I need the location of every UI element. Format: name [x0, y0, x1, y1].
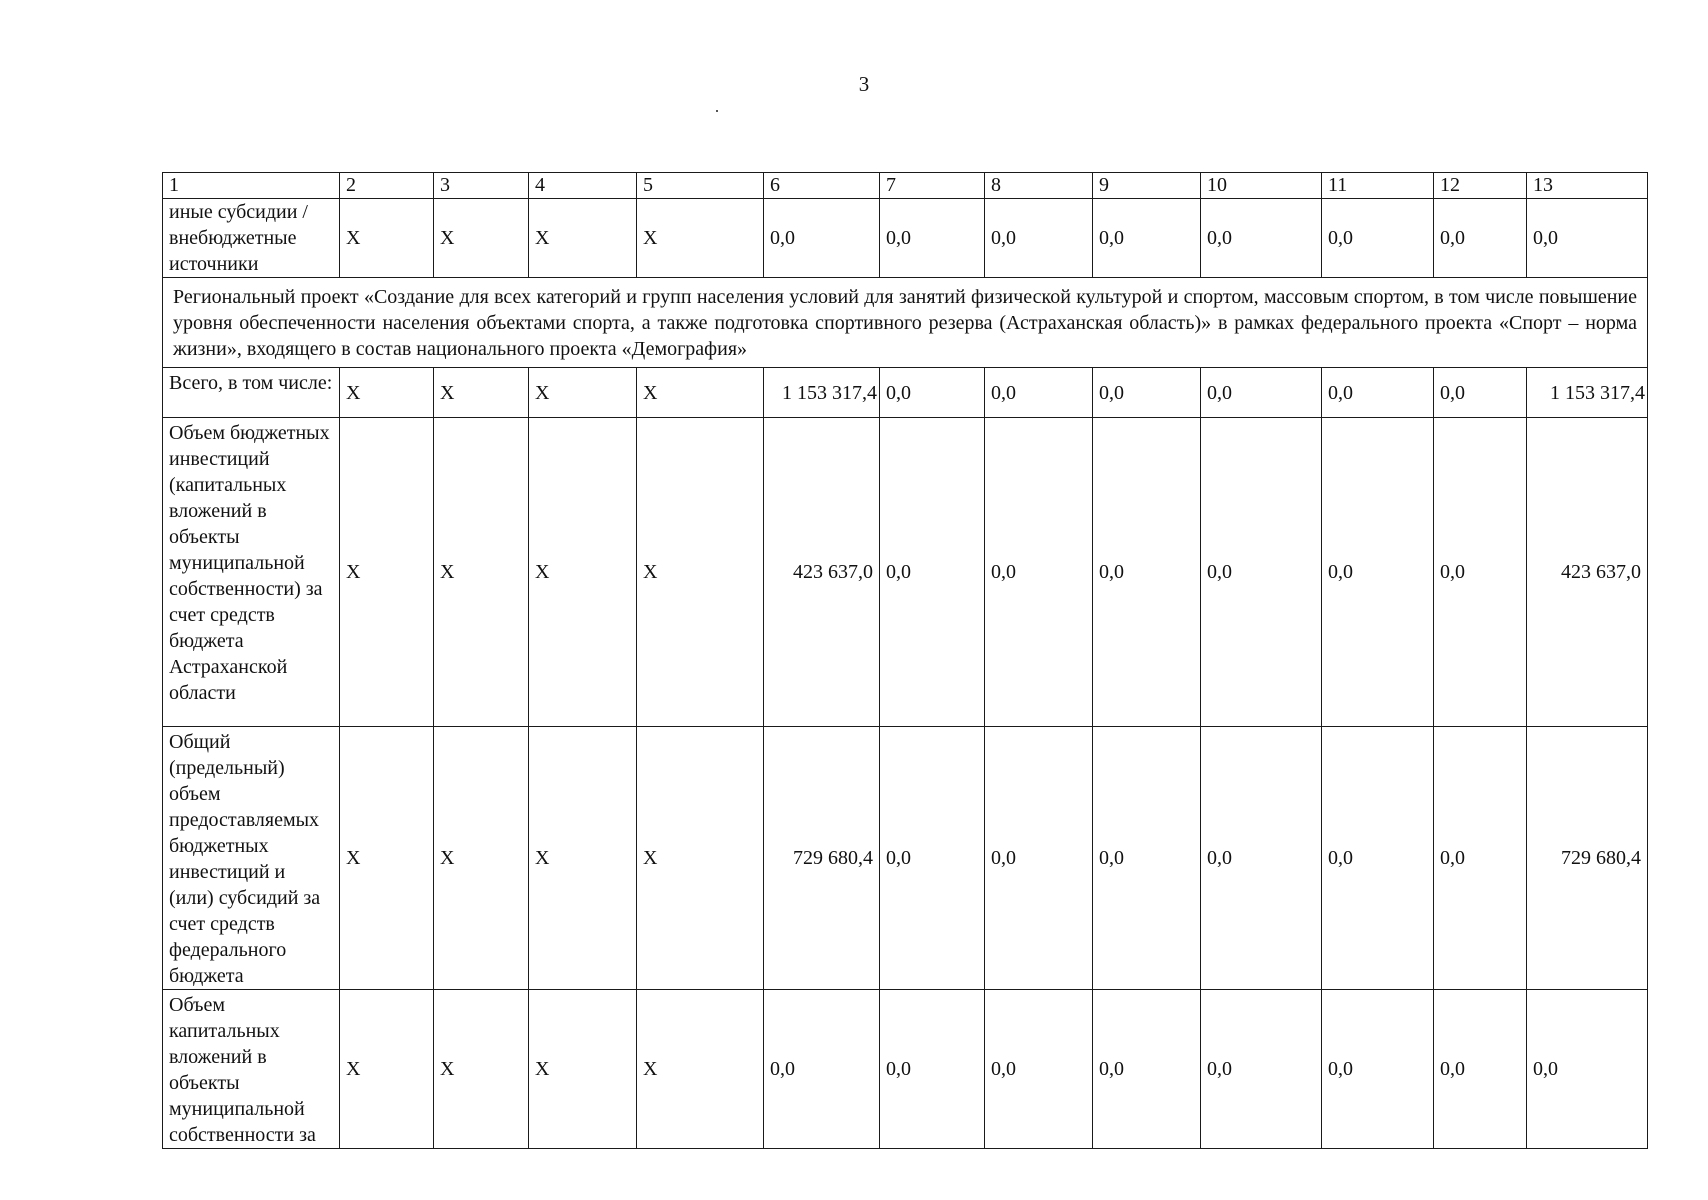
- table-cell: 423 637,0: [764, 418, 880, 727]
- row-label: иные субсидии / внебюджетные источники: [163, 199, 340, 278]
- table-cell: X: [529, 727, 637, 990]
- table-cell: 0,0: [1322, 990, 1434, 1149]
- table-cell: 1 153 317,4: [1527, 368, 1648, 418]
- table-cell: X: [637, 368, 764, 418]
- table-cell: 0,0: [985, 418, 1093, 727]
- row-label: Объем бюджетных инвестиций (капитальных вложений в объекты муниципальной собственности) за счет средств бюджета Астраханской области: [163, 418, 340, 727]
- table-cell: 0,0: [1527, 199, 1648, 278]
- column-header: 11: [1322, 173, 1434, 199]
- table-cell: X: [637, 990, 764, 1149]
- row-label: Объем капитальных вложений в объекты муниципальной собственности за: [163, 990, 340, 1149]
- column-header: 8: [985, 173, 1093, 199]
- table-cell: 0,0: [1322, 727, 1434, 990]
- capital-investments-row: [163, 990, 1648, 1149]
- column-header: 3: [434, 173, 529, 199]
- table-cell: 0,0: [985, 199, 1093, 278]
- table-cell: 0,0: [880, 368, 985, 418]
- budget-investments-row: [163, 418, 1648, 727]
- table-cell: 0,0: [1093, 418, 1201, 727]
- column-header: 1: [163, 173, 340, 199]
- budget-table: [162, 172, 1648, 1149]
- column-header: 13: [1527, 173, 1648, 199]
- table-cell: 729 680,4: [1527, 727, 1648, 990]
- table-cell: 0,0: [1434, 418, 1527, 727]
- table-cell: X: [529, 199, 637, 278]
- row-label: Всего, в том числе:: [163, 368, 340, 418]
- other-subsidies-row: [163, 199, 1648, 278]
- table-cell: X: [434, 199, 529, 278]
- table-cell: 0,0: [1322, 368, 1434, 418]
- table-cell: 0,0: [1201, 199, 1322, 278]
- table-cell: 0,0: [1201, 990, 1322, 1149]
- table-cell: X: [340, 727, 434, 990]
- table-cell: 0,0: [1201, 368, 1322, 418]
- table-cell: X: [340, 990, 434, 1149]
- table-cell: 0,0: [1527, 990, 1648, 1149]
- table-cell: X: [340, 368, 434, 418]
- page-number: 3: [858, 72, 870, 96]
- table-cell: X: [637, 727, 764, 990]
- table-cell: 0,0: [880, 418, 985, 727]
- table-cell: X: [340, 418, 434, 727]
- table-cell: 0,0: [985, 727, 1093, 990]
- table-cell: 0,0: [1201, 727, 1322, 990]
- table-cell: X: [434, 368, 529, 418]
- table-cell: 0,0: [1322, 199, 1434, 278]
- column-header: 12: [1434, 173, 1527, 199]
- table-cell: X: [340, 199, 434, 278]
- column-header: 4: [529, 173, 637, 199]
- table-cell: X: [434, 990, 529, 1149]
- table-cell: X: [529, 990, 637, 1149]
- column-header: 5: [637, 173, 764, 199]
- regional-project-row: [163, 278, 1648, 368]
- column-header: 9: [1093, 173, 1201, 199]
- table-cell: 0,0: [880, 990, 985, 1149]
- table-cell: 0,0: [1434, 990, 1527, 1149]
- table-cell: X: [637, 418, 764, 727]
- scan-speck: [716, 110, 718, 112]
- column-header: 10: [1201, 173, 1322, 199]
- table-cell: X: [529, 368, 637, 418]
- table-cell: 0,0: [764, 990, 880, 1149]
- general-volume-row: [163, 727, 1648, 990]
- regional-project-title: Региональный проект «Создание для всех категорий и групп населения условий для занятий физической культурой и спортом, массовым спортом, в том числе повышение уровня обеспеченности населения объектами спорта, а также подготовка спортивного резерва (Астраханская область)» в рамках федерального проекта «Спорт – норма жизни», входящего в состав национального проекта «Демография»: [163, 278, 1648, 368]
- table-cell: 0,0: [880, 199, 985, 278]
- table-cell: X: [529, 418, 637, 727]
- table-cell: X: [637, 199, 764, 278]
- table-cell: 1 153 317,4: [764, 368, 880, 418]
- table-cell: 0,0: [1093, 199, 1201, 278]
- column-number-row: [163, 173, 1648, 199]
- table-cell: 729 680,4: [764, 727, 880, 990]
- table-cell: 0,0: [985, 990, 1093, 1149]
- table-cell: 0,0: [1093, 727, 1201, 990]
- column-header: 7: [880, 173, 985, 199]
- table-cell: 0,0: [1434, 199, 1527, 278]
- column-header: 2: [340, 173, 434, 199]
- table-cell: X: [434, 418, 529, 727]
- table-cell: 0,0: [1434, 727, 1527, 990]
- table-cell: 0,0: [1093, 368, 1201, 418]
- table-cell: 0,0: [1201, 418, 1322, 727]
- table-cell: 0,0: [1434, 368, 1527, 418]
- row-label: Общий (предельный) объем предоставляемых бюджетных инвестиций и (или) субсидий за счет средств федерального бюджета: [163, 727, 340, 990]
- table-cell: 0,0: [1322, 418, 1434, 727]
- total-row: [163, 368, 1648, 418]
- table-cell: 0,0: [1093, 990, 1201, 1149]
- table-cell: 423 637,0: [1527, 418, 1648, 727]
- table-cell: 0,0: [880, 727, 985, 990]
- table-cell: 0,0: [985, 368, 1093, 418]
- table-cell: X: [434, 727, 529, 990]
- column-header: 6: [764, 173, 880, 199]
- table-cell: 0,0: [764, 199, 880, 278]
